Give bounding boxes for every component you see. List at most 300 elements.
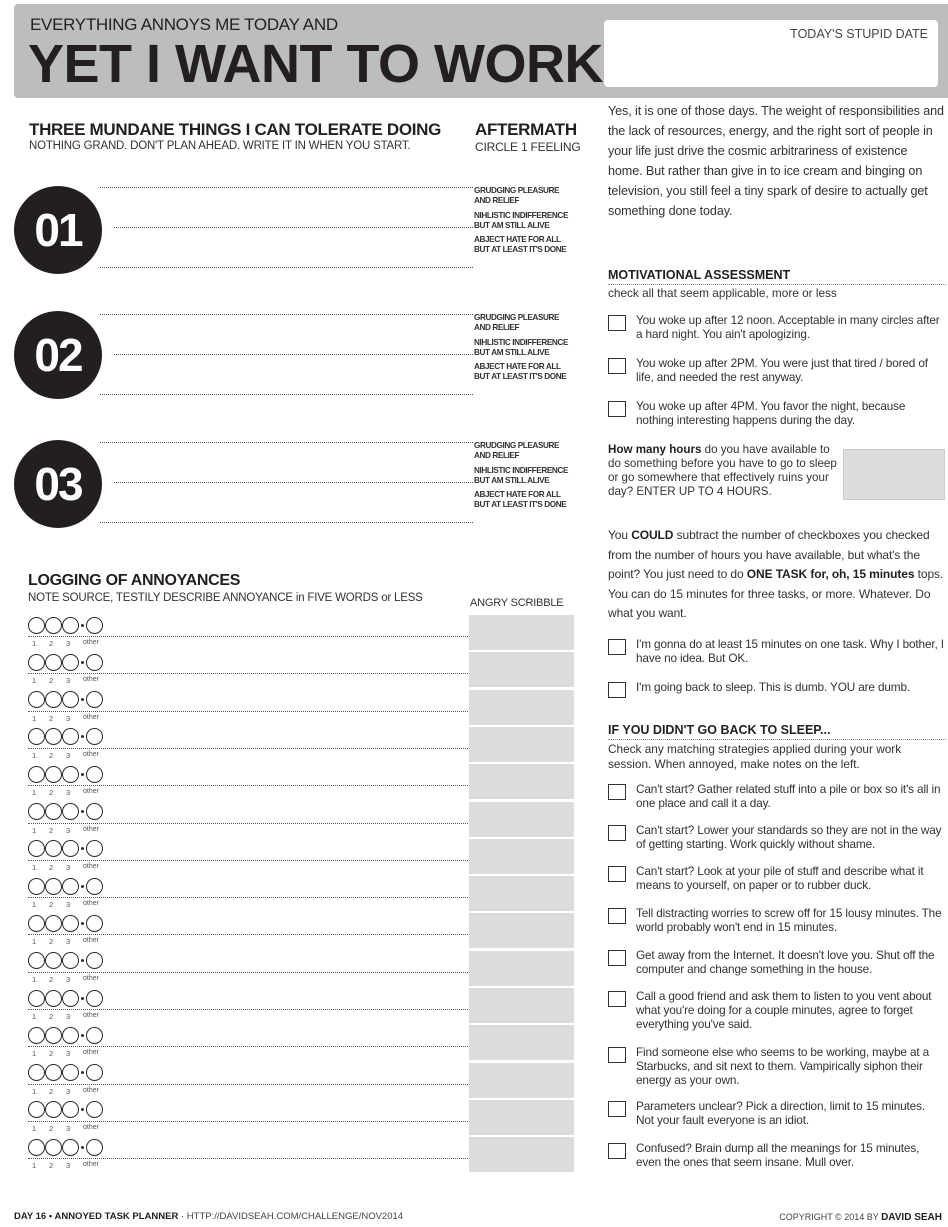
bubble-label: 3 [66,676,71,686]
bubble-1[interactable] [28,766,45,783]
task-number-badge: 03 [14,440,102,528]
bubble-2[interactable] [45,1027,62,1044]
task-write-line[interactable] [114,354,473,355]
bubble-2[interactable] [45,878,62,895]
checkbox[interactable] [608,950,626,966]
annoyance-write-line[interactable] [28,1009,470,1010]
feeling-options [474,313,574,387]
checkbox-label: Tell distracting worries to screw off for 15 lousy minutes. The world probably won't end in 15 minutes. [636,906,942,934]
checkbox-label: Get away from the Internet. It doesn't love you. Shut off the computer and change something in the house. [636,948,935,976]
decision-item [608,637,944,665]
bubble-label: 1 [32,750,37,760]
bubble-label: 3 [66,639,71,648]
feeling-option[interactable]: NIHLISTIC INDIFFERENCE BUT AM STILL ALIVE [474,465,568,485]
strategy-item [608,1141,944,1169]
bubble-label: 3 [66,1049,71,1059]
bubble-other[interactable] [86,990,103,1007]
bubble-label: other [83,1123,99,1131]
bubble-3[interactable] [62,952,79,969]
bubble-1[interactable] [28,1064,45,1081]
annoyance-write-line[interactable] [28,1121,470,1122]
bubble-labels [32,714,113,723]
decision-emph: ONE TASK for, oh, 15 minutes [746,567,915,581]
checkbox[interactable] [608,991,626,1007]
aftermath-subtitle: CIRCLE 1 FEELING [475,140,581,154]
decision-text: tops. You can do 15 minutes for three tasks, or more. Whatever. Do what you want. [608,567,944,620]
strategy-item [608,864,944,892]
annoyance-write-line[interactable] [28,972,470,973]
bubble-labels [32,676,113,685]
feeling-option[interactable]: GRUDGING PLEASURE AND RELIEF [474,313,560,332]
task-write-line[interactable] [100,394,473,395]
hours-question-bold: How many hours [608,443,702,456]
bubble-3[interactable] [62,878,79,895]
bubble-other[interactable] [86,766,103,783]
bubble-3[interactable] [62,915,79,932]
bubble-3[interactable] [62,654,79,671]
bubble-labels [32,788,113,797]
bubble-label: 2 [49,900,54,910]
dot-separator [81,810,84,813]
task-block-3 [14,428,568,538]
source-bubbles [28,653,103,671]
hours-question-text: do you have available to do something before you have to go to sleep or go somewhere that effectively ruins your day? [608,443,837,498]
angry-scribble-box[interactable] [469,615,574,650]
footer-url[interactable]: HTTP://DAVIDSEAH.COM/CHALLENGE/NOV2014 [186,1211,404,1222]
feeling-options [474,186,574,260]
annoyance-write-line[interactable] [28,1084,470,1085]
bubble-2[interactable] [45,840,62,857]
bubble-label: 2 [49,1161,54,1171]
task-number-badge: 01 [14,186,102,274]
source-bubbles [28,765,103,783]
motivational-item [608,356,944,384]
strategy-item [608,948,944,976]
aftermath-title: AFTERMATH [475,120,577,139]
bubble-label: 3 [66,1012,71,1021]
task-write-line[interactable] [114,482,473,483]
bubble-label: 1 [32,676,37,686]
bubble-other[interactable] [86,617,103,634]
bubble-label: 3 [66,1123,71,1133]
bubble-label: 2 [49,937,54,947]
bubble-labels [32,1161,113,1170]
bubble-labels [32,639,113,648]
checkbox[interactable] [608,1143,626,1159]
annoyance-write-line[interactable] [28,823,470,824]
dot-separator [81,997,84,1000]
bubble-1[interactable] [28,878,45,895]
log-row [28,952,470,991]
bubble-3[interactable] [62,1064,79,1081]
angry-scribble-box[interactable] [469,727,574,762]
log-row [28,653,470,692]
angry-scribble-box[interactable] [469,988,574,1023]
header-kicker: EVERYTHING ANNOYS ME TODAY AND [30,15,338,34]
motivational-item [608,399,944,427]
bubble-label: 1 [32,862,37,872]
bubble-label: 2 [49,639,54,648]
angry-scribble-box[interactable] [469,802,574,837]
bubble-1[interactable] [28,1101,45,1118]
bubble-label: other [83,825,99,833]
feeling-option[interactable]: NIHLISTIC INDIFFERENCE BUT AM STILL ALIVE [474,210,568,230]
dot-separator [81,661,84,664]
bubble-labels [32,863,113,872]
task-write-line[interactable] [114,227,473,228]
bubble-1[interactable] [28,1139,45,1156]
checkbox[interactable] [608,784,626,800]
bubble-label: 1 [32,713,37,723]
source-bubbles [28,952,103,970]
task-write-line[interactable] [100,267,473,268]
bubble-label: 1 [32,1123,37,1133]
annoyance-write-line[interactable] [28,1046,470,1047]
bubble-3[interactable] [62,1101,79,1118]
bubble-label: 2 [49,713,54,723]
source-bubbles [28,728,103,746]
dot-separator [81,624,84,627]
bubble-1[interactable] [28,990,45,1007]
page-title: YET I WANT TO WORK [28,34,603,94]
strategies-title: IF YOU DIDN'T GO BACK TO SLEEP... [608,723,946,740]
bubble-1[interactable] [28,691,45,708]
bubble-label: 1 [32,900,37,910]
bubble-1[interactable] [28,1027,45,1044]
annoyance-write-line[interactable] [28,860,470,861]
bubble-label: 2 [49,825,54,835]
bubble-other[interactable] [86,1027,103,1044]
tasks-section-subtitle: NOTHING GRAND. DON'T PLAN AHEAD. WRITE IT IN WHEN YOU START. [29,140,411,152]
source-bubbles [28,1138,103,1156]
bubble-labels [32,1012,113,1021]
bubble-label: 3 [66,1086,71,1096]
strategy-item [608,1099,944,1127]
bubble-1[interactable] [28,952,45,969]
bubble-other[interactable] [86,1101,103,1118]
checkbox-label: Can't start? Look at your pile of stuff and describe what it means to yourself, on paper or to rubber duck. [636,864,924,892]
hours-question-emph: ENTER UP TO 4 HOURS. [636,485,772,498]
bubble-label: 2 [49,1086,54,1096]
checkbox[interactable] [608,1047,626,1063]
bubble-label: 2 [49,676,54,686]
decision-text: subtract the number of checkboxes you checked from the number of hours you have available, but what's the point? You just need to do [608,528,930,581]
bubble-label: 2 [49,974,54,984]
bubble-2[interactable] [45,766,62,783]
dot-separator [81,847,84,850]
bubble-labels [32,1049,113,1058]
checkbox-label: You woke up after 2PM. You were just that tired / bored of life, and needed the rest anyway. [636,356,928,384]
task-write-line[interactable] [100,522,473,523]
bubble-other[interactable] [86,878,103,895]
bubble-2[interactable] [45,1101,62,1118]
copyright-text: COPYRIGHT © 2014 BY [779,1212,882,1222]
motivational-subtitle: check all that seem applicable, more or less [608,286,837,300]
bubble-label: 1 [32,937,37,947]
bubble-other[interactable] [86,840,103,857]
annoyance-write-line[interactable] [28,711,470,712]
bubble-1[interactable] [28,915,45,932]
bubble-2[interactable] [45,803,62,820]
bubble-label: 1 [32,1012,37,1021]
checkbox-label: You woke up after 12 noon. Acceptable in many circles after a hard night. You ain't apologizing. [636,313,940,341]
angry-scribble-box[interactable] [469,1137,574,1172]
bubble-3[interactable] [62,1139,79,1156]
bubble-label: other [83,713,99,721]
checkbox[interactable] [608,639,626,655]
strategy-item [608,1045,944,1087]
dot-separator [81,922,84,925]
bubble-2[interactable] [45,1064,62,1081]
bubble-other[interactable] [86,654,103,671]
bubble-2[interactable] [45,990,62,1007]
log-row [28,914,470,953]
checkbox[interactable] [608,682,626,698]
bubble-1[interactable] [28,840,45,857]
bubble-label: other [83,676,99,684]
log-row [28,1101,470,1140]
bubble-label: other [83,937,99,945]
feeling-option[interactable]: NIHLISTIC INDIFFERENCE BUT AM STILL ALIVE [474,337,568,357]
bubble-label: other [83,1161,99,1169]
dot-separator [81,885,84,888]
angry-scribble-box[interactable] [469,1025,574,1060]
logging-section-subtitle: NOTE SOURCE, TESTILY DESCRIBE ANNOYANCE in FIVE WORDS or LESS [28,592,423,604]
bubble-2[interactable] [45,728,62,745]
bubble-1[interactable] [28,654,45,671]
hours-input[interactable] [843,449,945,500]
log-row [28,691,470,730]
dot-separator [81,1034,84,1037]
bubble-3[interactable] [62,691,79,708]
bubble-3[interactable] [62,990,79,1007]
bubble-labels [32,900,113,909]
dot-separator [81,773,84,776]
footer-copyright [779,1212,942,1223]
checkbox[interactable] [608,866,626,882]
bubble-label: 3 [66,788,71,798]
date-field[interactable] [604,20,938,87]
dot-separator [81,735,84,738]
checkbox-label: I'm gonna do at least 15 minutes on one task. Why I bother, I have no idea. But OK. [636,637,944,665]
checkbox-label: Can't start? Gather related stuff into a pile or box so it's all in one place and call it a day. [636,782,941,810]
dot-separator [81,1146,84,1149]
bubble-label: 1 [32,1086,37,1096]
bubble-labels [32,751,113,760]
bubble-labels [32,826,113,835]
task-write-line[interactable] [100,314,473,315]
bubble-2[interactable] [45,952,62,969]
annoyance-write-line[interactable] [28,748,470,749]
bubble-label: 1 [32,639,37,648]
bubble-label: other [83,862,99,870]
date-label: TODAY'S STUPID DATE [790,27,928,41]
bubble-label: 3 [66,900,71,910]
angry-scribble-box[interactable] [469,913,574,948]
bubble-2[interactable] [45,617,62,634]
log-row [28,765,470,804]
strategy-item [608,989,944,1031]
bubble-3[interactable] [62,1027,79,1044]
checkbox[interactable] [608,825,626,841]
bubble-3[interactable] [62,766,79,783]
source-bubbles [28,803,103,821]
bubble-other[interactable] [86,728,103,745]
footer-day-label: DAY 16 • ANNOYED TASK PLANNER [14,1211,179,1222]
task-write-line[interactable] [100,442,473,443]
source-bubbles [28,877,103,895]
source-bubbles [28,1101,103,1119]
checkbox-label: Confused? Brain dump all the meanings for 15 minutes, even the ones that seem insane. Mull over. [636,1141,920,1169]
bubble-labels [32,975,113,984]
bubble-label: other [83,900,99,908]
bubble-label: 2 [49,750,54,760]
task-write-line[interactable] [100,187,473,188]
bubble-label: 2 [49,1012,54,1021]
bubble-1[interactable] [28,617,45,634]
bubble-other[interactable] [86,1064,103,1081]
checkbox-label: I'm going back to sleep. This is dumb. YOU are dumb. [636,680,911,694]
source-bubbles [28,616,103,634]
strategy-item [608,906,944,934]
footer-left [14,1211,403,1222]
checkbox[interactable] [608,1101,626,1117]
decision-paragraph [608,526,946,624]
scribble-header: ANGRY SCRIBBLE [470,597,564,609]
annoyance-write-line[interactable] [28,673,470,674]
bubble-label: 1 [32,974,37,984]
feeling-options [474,441,574,515]
strategy-item [608,782,944,810]
bubble-label: 1 [32,1161,37,1171]
bubble-3[interactable] [62,840,79,857]
bubble-label: other [83,639,99,646]
angry-scribble-box[interactable] [469,951,574,986]
annoyance-write-line[interactable] [28,1158,470,1159]
bubble-labels [32,1124,113,1133]
task-number-badge: 02 [14,311,102,399]
intro-text: Yes, it is one of those days. The weight of responsibilities and the lack of resources, energy, and the right sort of people in your life just drive the cosmic arbitrariness of existence home. But rather than give in to ice cream and binging on television, you still feel a tiny spark of desire to actually get something done today. [608,104,944,218]
bubble-label: other [83,788,99,796]
tasks-section-title: THREE MUNDANE THINGS I CAN TOLERATE DOING [29,120,442,139]
logging-section-title: LOGGING OF ANNOYANCES [28,572,241,589]
bubble-label: 3 [66,862,71,872]
dot-separator [81,698,84,701]
log-row [28,840,470,879]
bubble-3[interactable] [62,728,79,745]
angry-scribble-box[interactable] [469,1063,574,1098]
feeling-option[interactable]: ABJECT HATE FOR ALL BUT AT LEAST IT'S DONE [474,490,567,509]
angry-scribble-box[interactable] [469,764,574,799]
annoyance-write-line[interactable] [28,785,470,786]
bubble-other[interactable] [86,915,103,932]
dot-separator [81,1108,84,1111]
source-bubbles [28,840,103,858]
strategy-item [608,823,944,851]
log-row [28,1064,470,1103]
source-bubbles [28,1026,103,1044]
bubble-other[interactable] [86,952,103,969]
feeling-option[interactable]: GRUDGING PLEASURE AND RELIEF [474,186,560,205]
annoyance-write-line[interactable] [28,636,470,637]
bubble-label: 2 [49,862,54,872]
copyright-author: DAVID SEAH [881,1212,942,1223]
checkbox-label: Call a good friend and ask them to listen to you vent about what you're doing for a couple minutes, agree to forget everything you've said. [636,989,932,1031]
bubble-label: 3 [66,750,71,760]
bubble-label: other [83,1049,99,1057]
motivational-title: MOTIVATIONAL ASSESSMENT [608,268,946,285]
bubble-label: 1 [32,1049,37,1059]
bubble-1[interactable] [28,803,45,820]
bubble-other[interactable] [86,691,103,708]
task-block-1 [14,175,568,285]
decision-text: You [608,528,632,542]
bubble-label: 1 [32,825,37,835]
angry-scribble-box[interactable] [469,876,574,911]
checkbox[interactable] [608,315,626,331]
decision-emph: COULD [631,528,674,542]
bubble-other[interactable] [86,1139,103,1156]
hours-question [608,443,838,499]
log-row [28,803,470,842]
source-bubbles [28,1064,103,1082]
checkbox-label: Find someone else who seems to be working, maybe at a Starbucks, and sit next to them. Vampirically siphon their energy as your own. [636,1045,930,1087]
bubble-label: 1 [32,788,37,798]
log-row [28,877,470,916]
bubble-label: 3 [66,974,71,984]
bubble-other[interactable] [86,803,103,820]
dot-separator [81,959,84,962]
checkbox-label: Can't start? Lower your standards so they are not in the way of getting starting. Work quickly without shame. [636,823,942,851]
angry-scribble-box[interactable] [469,1100,574,1135]
checkbox[interactable] [608,358,626,374]
bubble-label: other [83,750,99,758]
footer-separator: · [178,1211,187,1222]
bubble-1[interactable] [28,728,45,745]
feeling-option[interactable]: GRUDGING PLEASURE AND RELIEF [474,441,560,460]
bubble-2[interactable] [45,654,62,671]
bubble-label: other [83,1086,99,1094]
bubble-labels [32,937,113,946]
annoyance-write-line[interactable] [28,934,470,935]
checkbox-label: Parameters unclear? Pick a direction, limit to 15 minutes. Not your fault everyone is an idiot. [636,1099,925,1127]
bubble-2[interactable] [45,691,62,708]
bubble-3[interactable] [62,617,79,634]
motivational-item [608,313,944,341]
checkbox[interactable] [608,401,626,417]
bubble-labels [32,1087,113,1096]
feeling-option[interactable]: ABJECT HATE FOR ALL BUT AT LEAST IT'S DONE [474,235,567,254]
checkbox-label: You woke up after 4PM. You favor the night, because nothing interesting happens during the day. [636,399,906,427]
source-bubbles [28,914,103,932]
angry-scribble-box[interactable] [469,690,574,725]
log-row [28,1026,470,1065]
angry-scribble-box[interactable] [469,839,574,874]
bubble-2[interactable] [45,915,62,932]
bubble-2[interactable] [45,1139,62,1156]
task-block-2 [14,300,568,410]
checkbox[interactable] [608,908,626,924]
bubble-3[interactable] [62,803,79,820]
strategies-subtitle: Check any matching strategies applied during your work session. When annoyed, make notes on the left. [608,742,902,771]
angry-scribble-box[interactable] [469,652,574,687]
bubble-label: 2 [49,788,54,798]
bubble-label: 3 [66,1161,71,1171]
feeling-option[interactable]: ABJECT HATE FOR ALL BUT AT LEAST IT'S DONE [474,362,567,381]
log-row [28,989,470,1028]
log-row [28,616,470,655]
annoyance-write-line[interactable] [28,897,470,898]
